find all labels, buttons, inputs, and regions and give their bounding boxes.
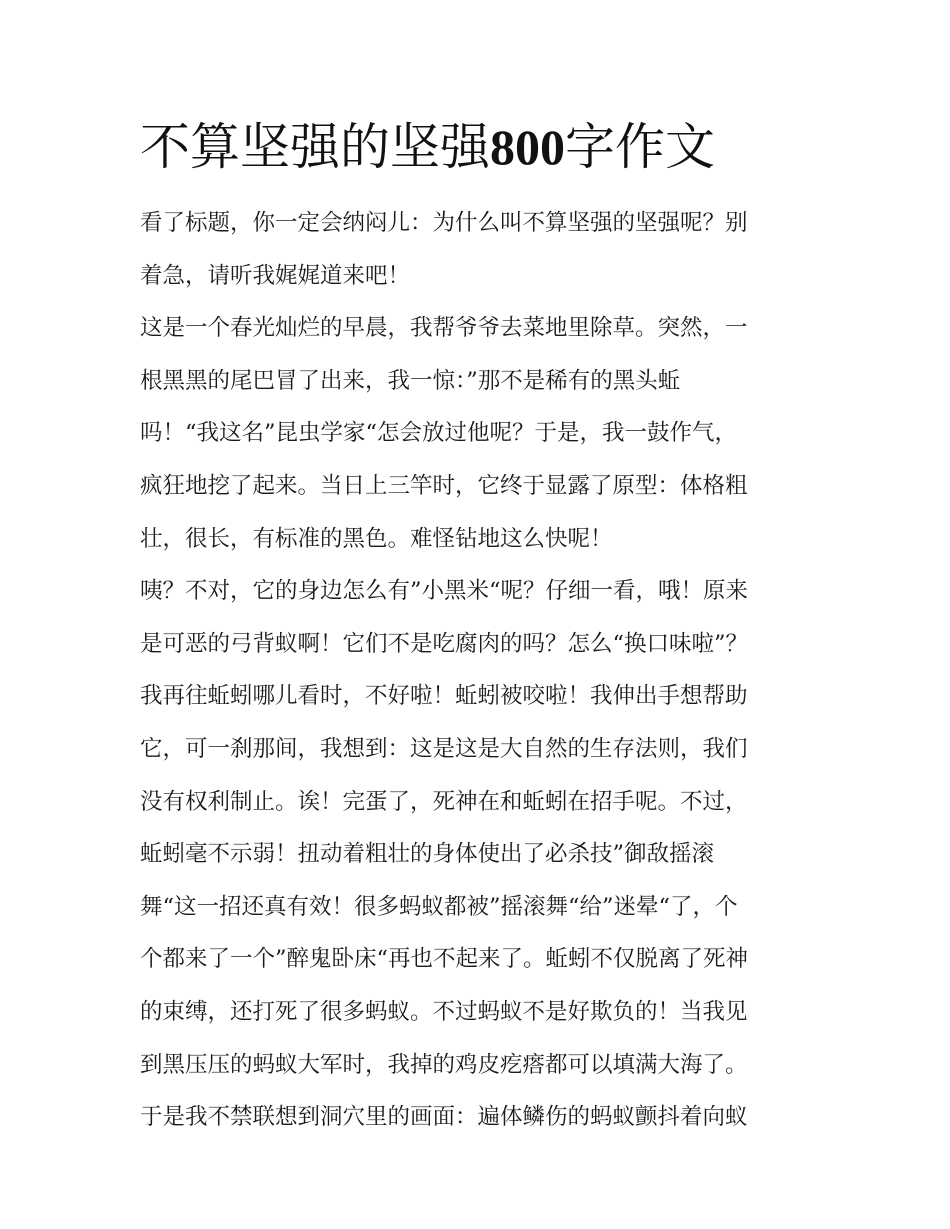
text-line: 我再往蚯蚓哪儿看时，不好啦！蚯蚓被咬啦！我伸出手想帮助 xyxy=(140,683,748,710)
text-line: 看了标题，你一定会纳闷儿：为什么叫不算坚强的坚强呢？别 xyxy=(140,210,748,236)
essay-body xyxy=(140,197,820,1144)
text-line: 的束缚，还打死了很多蚂蚁。不过蚂蚁不是好欺负的！当我见 xyxy=(140,998,748,1025)
text-line: 蚯蚓毫不示弱！扭动着粗壮的身体使出了必杀技”御敌摇滚 xyxy=(140,841,715,868)
text-line: 是可恶的弓背蚁啊！它们不是吃腐肉的吗？怎么“换口味啦”？ xyxy=(140,630,749,657)
text-line: 舞“这一招还真有效！很多蚂蚁都被”摇滚舞“给”迷晕“了，个 xyxy=(140,893,738,920)
text-line: 根黑黑的尾巴冒了出来，我一惊：”那不是稀有的黑头蚯 xyxy=(140,367,681,394)
title-number: 800 xyxy=(490,119,565,175)
text-line: 它，可一刹那间，我想到：这是这是大自然的生存法则，我们 xyxy=(140,735,748,762)
title-suffix: 字作文 xyxy=(565,118,715,176)
title-text: 不算坚强的坚强 xyxy=(140,118,490,176)
text-line: 着急，请听我娓娓道来吧！ xyxy=(140,262,411,289)
text-line: 吗！“我这名”昆虫学家“怎会放过他呢？于是，我一鼓作气， xyxy=(140,420,738,447)
page-title xyxy=(140,112,715,182)
text-line: 疯狂地挖了起来。当日上三竿时，它终于显露了原型：体格粗 xyxy=(140,472,748,499)
text-line: 于是我不禁联想到洞穴里的画面：遍体鳞伤的蚂蚁颤抖着向蚁 xyxy=(140,1104,748,1131)
text-line: 到黑压压的蚂蚁大军时，我掉的鸡皮疙瘩都可以填满大海了。 xyxy=(140,1051,748,1078)
text-line: 咦？不对，它的身边怎么有”小黑米“呢？仔细一看，哦！原来 xyxy=(140,578,749,605)
text-line: 这是一个春光灿烂的早晨，我帮爷爷去菜地里除草。突然，一 xyxy=(140,315,748,342)
text-line: 壮，很长，有标准的黑色。难怪钻地这么快呢！ xyxy=(140,525,613,552)
text-line: 没有权利制止。诶！完蛋了，死神在和蚯蚓在招手呢。不过， xyxy=(140,788,748,815)
text-line: 个都来了一个”醉鬼卧床“再也不起来了。蚯蚓不仅脱离了死神 xyxy=(140,946,749,973)
